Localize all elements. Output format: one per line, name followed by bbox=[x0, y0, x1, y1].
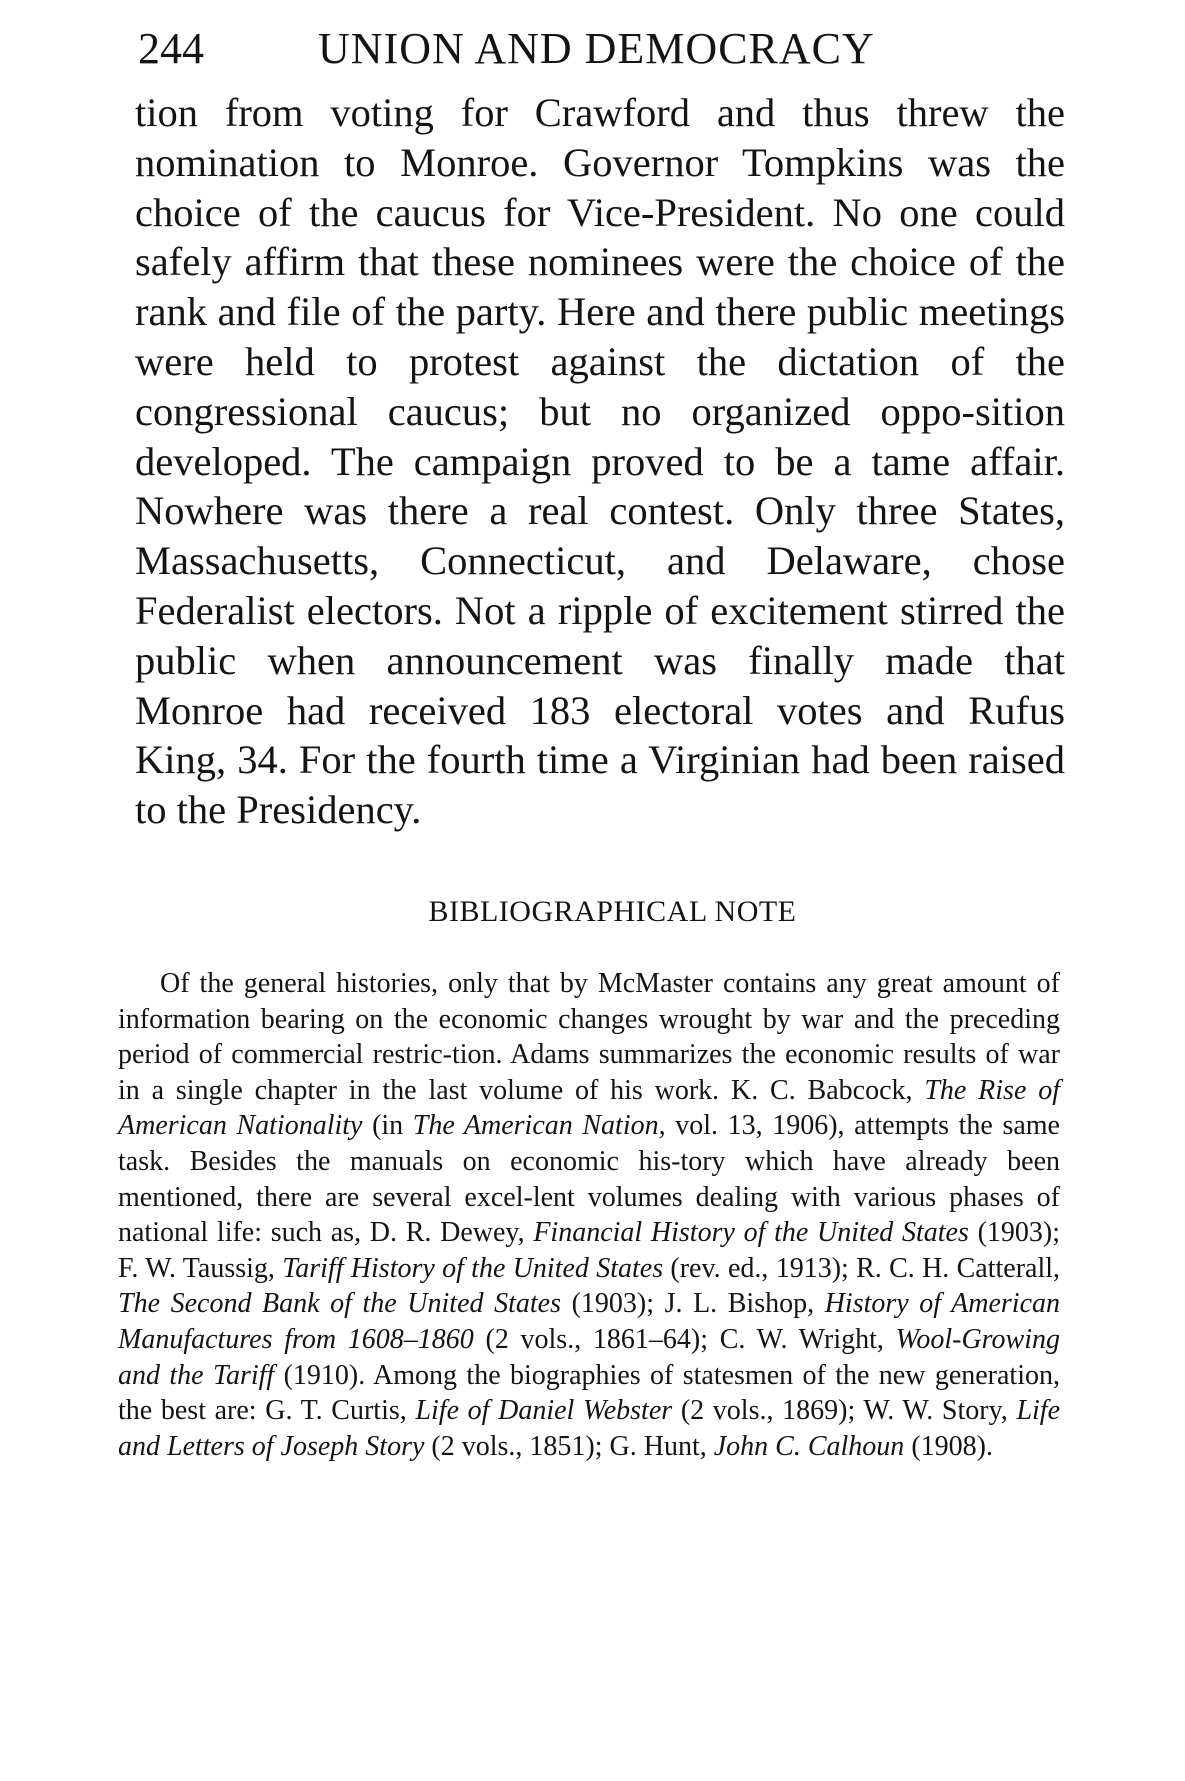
bibliography-title: History of American Manufactures from 1608–1860 bbox=[118, 1288, 1061, 1355]
section-heading: BIBLIOGRAPHICAL NOTE bbox=[428, 895, 797, 928]
main-paragraph: tion from voting for Crawford and thus threw the nomination to Monroe. Governor Tompkins was the choice of the caucus for Vice-President. No one could safely affirm that these nominees were the choice of the rank and file of the party. Here and there public meetings were held to protest against the dictation of the congressional caucus; but no organized oppo-sition developed. The campaign proved to be a tame affair. Nowhere was there a real contest. Only three States, Massachusetts, Connecticut, and Delaware, chose Federalist electors. Not a ripple of excitement stirred the public when announcement was finally made that Monroe had received 183 electoral votes and Rufus King, 34. For the fourth time a Virginian had been raised to the Presidency. bbox=[135, 90, 1065, 833]
bibliography-text-segment: (1903); F. W. Taussig, bbox=[118, 1217, 1061, 1284]
bibliography-text-segment: (2 vols., 1861–64); C. W. Wright, bbox=[473, 1323, 896, 1355]
bibliography-text-segment: (1908). bbox=[904, 1430, 993, 1462]
bibliography-paragraph bbox=[118, 966, 1060, 1464]
bibliography-title: The Second Bank of the United States bbox=[118, 1288, 561, 1320]
bibliography-text-segment: (1910). Among the biographies of statesmen of the new generation, the best are: G. T. Curtis, bbox=[118, 1359, 1060, 1427]
bibliography-text-segment: vol. 13, 1906), attempts the same task. Besides the manuals on economic his-tory which have already been mentioned, there are several excel-lent volumes dealing with various phases of national life: such as, D. R. Dewey, bbox=[118, 1110, 1060, 1249]
page-number: 244 bbox=[138, 24, 204, 73]
bibliography-title: Wool-Growing and the Tariff bbox=[118, 1323, 1060, 1391]
bibliography-text-segment: (2 vols., 1851); G. Hunt, bbox=[424, 1430, 714, 1462]
running-title: UNION AND DEMOCRACY bbox=[318, 24, 875, 73]
bibliography-text-segment: (1903); J. L. Bishop, bbox=[560, 1288, 825, 1320]
bibliography-text-segment: Of the general histories, only that by McMaster contains any great amount of information bearing on the economic changes wrought by war and the preceding period of commercial restric-tion. Adams summarizes the economic results of war in a single chapter in the last volume of his work. K. C. Babcock, bbox=[118, 968, 1060, 1106]
bibliography-text bbox=[118, 966, 1060, 1464]
bibliography-title: Financial History of the United States bbox=[533, 1217, 969, 1249]
running-head bbox=[138, 20, 1068, 78]
bibliography-title: Life of Daniel Webster bbox=[415, 1395, 673, 1427]
bibliography-text-segment: (rev. ed., 1913); R. C. H. Catterall, bbox=[663, 1252, 1060, 1284]
bibliography-title: Life and Letters of Joseph Story bbox=[118, 1395, 1061, 1462]
bibliography-title: The American Nation, bbox=[412, 1110, 666, 1142]
bibliography-title: The Rise of American Nationality bbox=[118, 1074, 1060, 1142]
bibliography-title: Tariff History of the United States bbox=[282, 1252, 664, 1284]
bibliography-text-segment: (2 vols., 1869); W. W. Story, bbox=[672, 1395, 1017, 1427]
bibliography-title: John C. Calhoun bbox=[713, 1430, 905, 1462]
bibliography-text-segment: (in bbox=[362, 1110, 413, 1142]
main-text bbox=[135, 88, 1065, 835]
